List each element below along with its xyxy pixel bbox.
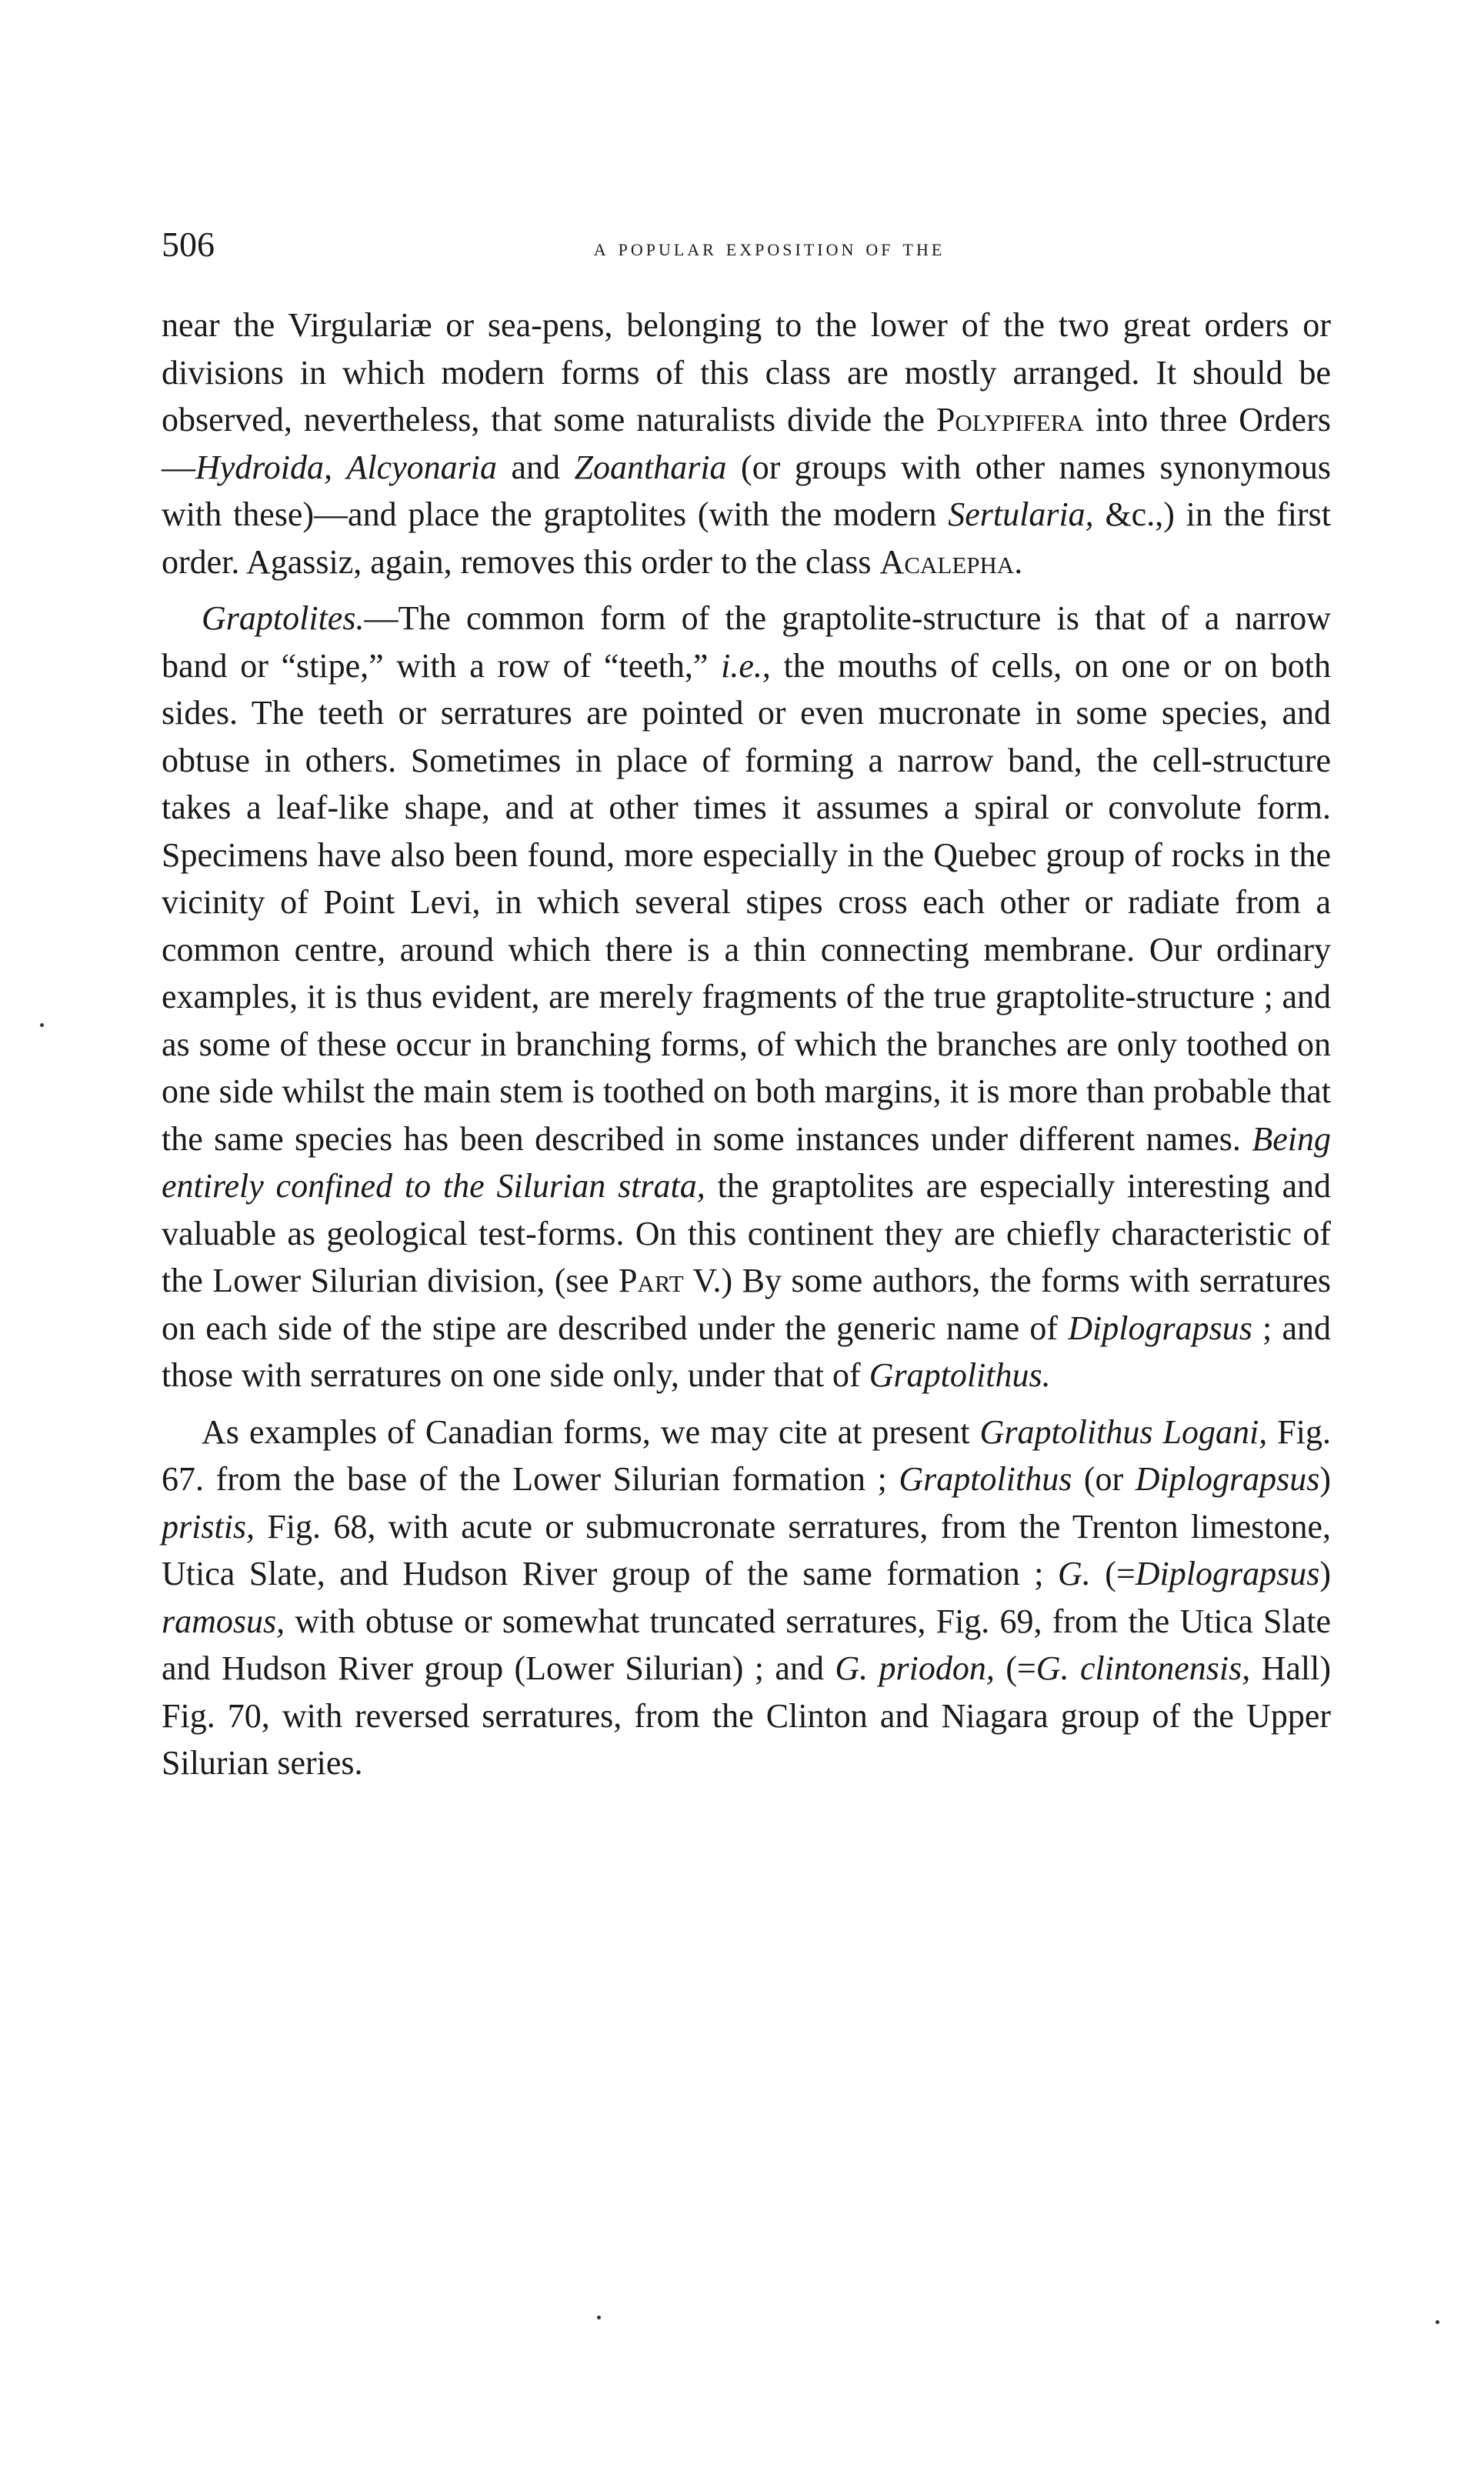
text-run: with obtuse or somewhat truncated serratures, Fig. 69, from the Utica Slate and Hudson River group (Lower Silurian) ; and [162, 1602, 1331, 1687]
italic-text: pristis, [162, 1507, 255, 1546]
running-head-title: a popular exposition of the [593, 233, 945, 261]
text-run: . [1014, 542, 1023, 581]
italic-text: Alcyonaria [346, 448, 498, 486]
book-page [162, 223, 1331, 1796]
paragraph-graptolites [162, 595, 1331, 1399]
paragraph-canadian-forms [162, 1409, 1331, 1787]
text-run [332, 449, 346, 486]
text-run: &c.,) in the first order. Agassiz, again, removes this order to the class [162, 495, 1331, 581]
text-run: (= [994, 1649, 1036, 1687]
italic-text: Graptolithus Logani, [979, 1412, 1268, 1451]
italic-text: Hydroida, [195, 448, 333, 486]
italic-text: ramosus, [162, 1602, 285, 1640]
text-run: ) [1319, 1555, 1332, 1592]
italic-text: Diplograpsus [1135, 1555, 1320, 1592]
text-run: Hall) Fig. 70, with reversed serratures, from the Clinton and Niagara group of the Upper Silurian series. [162, 1649, 1332, 1782]
small-caps-text: Polypifera [935, 401, 1084, 439]
speck-mark [597, 2316, 601, 2319]
text-run: —The common form of the graptolite-structure is that of a narrow band or “stipe,” with a row of “teeth,” [162, 599, 1331, 685]
text-run: (or groups with other names synonymous with these)—and place the graptolites (with the modern [162, 448, 1332, 533]
paragraph-polypifera-orders [162, 302, 1331, 585]
text-run: V.) By some authors, the forms with serratures on each side of the stipe are described under the generic name of [162, 1262, 1331, 1347]
text-run: ) [1319, 1460, 1331, 1498]
italic-text: Graptolithus [899, 1460, 1072, 1498]
italic-text: G. clintonensis, [1035, 1649, 1251, 1687]
text-run: the graptolites are especially interesting and valuable as geological test-forms. On this continent they are chiefly characteristic of the Lower Silurian division, (see [162, 1167, 1332, 1299]
page-number: 506 [162, 225, 215, 264]
text-run: Fig. 68, with acute or submucronate serratures, from the Trenton limestone, Utica Slate, and Hudson River group of the same formation ; [162, 1507, 1331, 1592]
text-run: and [497, 448, 575, 486]
text-run: , the mouths of cells, on one or on both sides. The teeth or serratures are pointed or even mucronate in some species, and obtuse in others. Sometimes in place of forming a narrow band, the cell-structure takes a leaf-like shape, and at other times it assumes a spiral or convolute form. Specimens have also been found, more especially in the Quebec group of rocks in the vicinity of Point Levi, in which several stipes cross each other or radiate from a common centre, around which there is a thin connecting membrane. Our ordinary examples, it is thus evident, are merely fragments of the true graptolite-structure ; and as some of these occur in branching forms, of which the branches are only toothed on one side whilst the main stem is toothed on both margins, it is more than probable that the same species has been described in some instances under different names. [162, 646, 1331, 1158]
italic-text: Sertularia, [948, 495, 1094, 533]
italic-text: G. [1058, 1555, 1091, 1592]
speck-mark [40, 1023, 44, 1027]
italic-text: i.e. [721, 646, 762, 685]
italic-text: Being entirely confined to the Silurian strata, [162, 1119, 1331, 1205]
running-head [162, 223, 1331, 269]
text-run: As examples of Canadian forms, we may cite at present [202, 1412, 980, 1451]
small-caps-text: Part [619, 1262, 684, 1299]
text-run: (or [1072, 1460, 1136, 1498]
italic-text: G. priodon, [835, 1649, 995, 1687]
text-run: ; and those with serratures on one side only, under that of [162, 1309, 1331, 1394]
italic-text: Graptolithus. [869, 1356, 1051, 1394]
small-caps-text: Acalepha [879, 542, 1015, 581]
italic-text: Graptolites. [202, 599, 365, 637]
italic-text: Diplograpsus [1068, 1309, 1252, 1347]
text-run: Fig. 67. from the base of the Lower Silurian formation ; [162, 1412, 1331, 1498]
speck-mark [1436, 2320, 1439, 2324]
text-run: near the Virgulariæ or sea-pens, belonging to the lower of the two great orders or divisions in which modern forms of this class are mostly arranged. It should be observed, nevertheless, that some naturalists divide the [162, 306, 1331, 439]
text-run: (= [1090, 1555, 1136, 1592]
text-run: into three Orders— [162, 401, 1331, 486]
italic-text: Diplograpsus [1135, 1460, 1320, 1498]
italic-text: Zoantharia [574, 448, 727, 486]
